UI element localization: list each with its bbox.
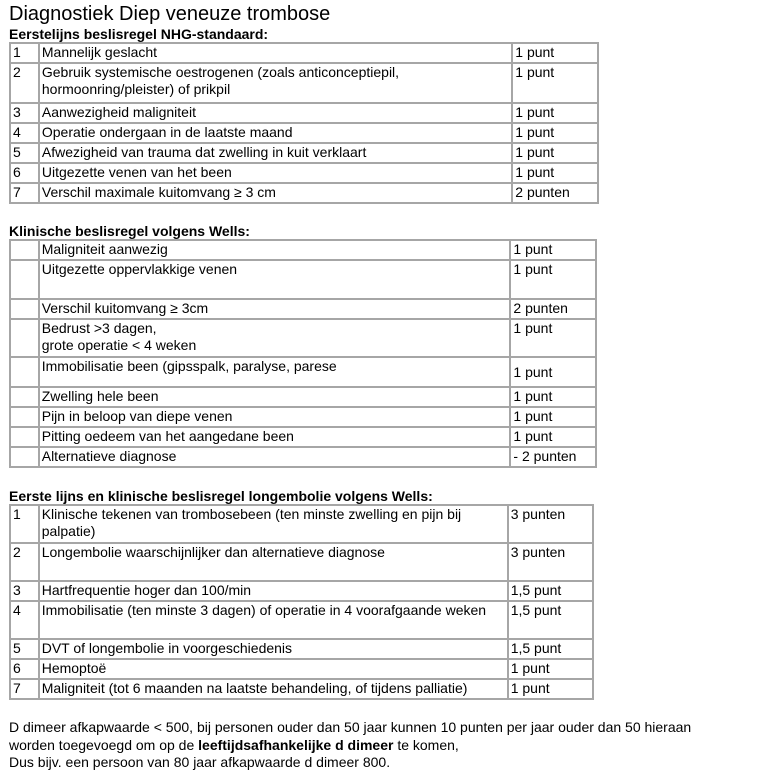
criterion-cell: Immobilisatie been (gipsspalk, paralyse, parese	[39, 357, 511, 387]
note-line-2-end: te komen,	[393, 736, 459, 753]
d-dimer-note	[9, 719, 764, 772]
criterion-cell	[39, 319, 511, 357]
row-number: 7	[10, 679, 39, 699]
criterion-cell: Uitgezette venen van het been	[39, 163, 512, 183]
row-number: 4	[10, 601, 39, 639]
points-cell: 1,5 punt	[508, 639, 593, 659]
points-cell: 2 punten	[510, 299, 596, 319]
row-number	[10, 407, 39, 427]
table-row	[10, 357, 596, 387]
criterion-cell: Operatie ondergaan in de laatste maand	[39, 123, 512, 143]
criterion-cell: Hartfrequentie hoger dan 100/min	[39, 581, 508, 601]
table-row	[10, 601, 593, 639]
criterion-cell: Maligniteit aanwezig	[39, 240, 511, 260]
note-line-3: Dus bijv. een persoon van 80 jaar afkapwaarde d dimeer 800.	[9, 754, 391, 770]
table-row	[10, 163, 598, 183]
table-row	[10, 659, 593, 679]
criterion-cell: Zwelling hele been	[39, 387, 511, 407]
row-number: 4	[10, 123, 39, 143]
points-cell: 1 punt	[510, 240, 596, 260]
points-cell: 2 punten	[512, 183, 598, 203]
nhg-section-heading: Eerstelijns beslisregel NHG-standaard:	[9, 26, 269, 42]
table-row	[10, 387, 596, 407]
row-number: 3	[10, 103, 39, 123]
wells-pe-rules-table	[9, 504, 594, 700]
row-number	[10, 447, 39, 467]
table-row	[10, 427, 596, 447]
points-cell: 1 punt	[508, 659, 593, 679]
note-line-1: D dimeer afkapwaarde < 500, bij personen ouder dan 50 jaar kunnen 10 punten per jaar ouder dan 50 hieraan	[9, 719, 692, 735]
points-cell: 1,5 punt	[508, 601, 593, 639]
row-number: 2	[10, 63, 39, 103]
row-number: 5	[10, 143, 39, 163]
note-line-2-start: worden toegevoegd om op de	[9, 736, 199, 753]
row-number: 5	[10, 639, 39, 659]
points-cell: 1 punt	[510, 427, 596, 447]
table-row	[10, 407, 596, 427]
row-number	[10, 357, 39, 387]
row-number: 1	[10, 505, 39, 543]
points-cell: 1,5 punt	[508, 581, 593, 601]
row-number	[10, 299, 39, 319]
points-cell: 1 punt	[510, 407, 596, 427]
criterion-cell: Alternatieve diagnose	[39, 447, 511, 467]
table-row	[10, 183, 598, 203]
criterion-line: Bedrust >3 dagen,	[41, 320, 157, 336]
criterion-cell: Aanwezigheid maligniteit	[39, 103, 512, 123]
row-number: 6	[10, 659, 39, 679]
points-cell: 1 punt	[512, 103, 598, 123]
table-row	[10, 143, 598, 163]
wells-dvt-section-heading: Klinische beslisregel volgens Wells:	[9, 223, 250, 239]
points-cell: 3 punten	[508, 505, 593, 543]
row-number: 3	[10, 581, 39, 601]
points-cell: 1 punt	[512, 163, 598, 183]
row-number	[10, 240, 39, 260]
points-cell: 1 punt	[512, 123, 598, 143]
table-row	[10, 123, 598, 143]
points-cell: 1 punt	[512, 143, 598, 163]
table-row	[10, 581, 593, 601]
row-number	[10, 387, 39, 407]
page-title: Diagnostiek Diep veneuze trombose	[9, 3, 331, 25]
row-number: 2	[10, 543, 39, 581]
table-row	[10, 63, 598, 103]
points-cell: 3 punten	[508, 543, 593, 581]
note-line-2	[9, 737, 764, 755]
table-row	[10, 319, 596, 357]
points-cell: 1 punt	[508, 679, 593, 699]
nhg-rules-table	[9, 42, 599, 204]
table-row	[10, 639, 593, 659]
criterion-cell: Immobilisatie (ten minste 3 dagen) of operatie in 4 voorafgaande weken	[39, 601, 508, 639]
points-cell: 1 punt	[512, 43, 598, 63]
table-row	[10, 103, 598, 123]
table-row	[10, 299, 596, 319]
wells-dvt-rules-table	[9, 239, 597, 468]
table-row	[10, 543, 593, 581]
table-row	[10, 679, 593, 699]
table-row	[10, 505, 593, 543]
table-row	[10, 260, 596, 299]
table-row	[10, 43, 598, 63]
criterion-cell: Maligniteit (tot 6 maanden na laatste behandeling, of tijdens palliatie)	[39, 679, 508, 699]
criterion-cell: Uitgezette oppervlakkige venen	[39, 260, 511, 299]
points-cell: 1 punt	[512, 63, 598, 103]
points-cell: 1 punt	[510, 319, 596, 357]
criterion-cell: Longembolie waarschijnlijker dan alternatieve diagnose	[39, 543, 508, 581]
table-row	[10, 447, 596, 467]
row-number: 1	[10, 43, 39, 63]
criterion-cell: Pijn in beloop van diepe venen	[39, 407, 511, 427]
points-cell: 1 punt	[510, 357, 596, 387]
row-number	[10, 319, 39, 357]
criterion-cell: Mannelijk geslacht	[39, 43, 512, 63]
criterion-cell: Hemoptoë	[39, 659, 508, 679]
row-number: 7	[10, 183, 39, 203]
criterion-cell: Verschil kuitomvang ≥ 3cm	[39, 299, 511, 319]
points-cell: 1 punt	[510, 260, 596, 299]
criterion-cell: DVT of longembolie in voorgeschiedenis	[39, 639, 508, 659]
criterion-cell: Pitting oedeem van het aangedane been	[39, 427, 511, 447]
table-row	[10, 240, 596, 260]
wells-pe-section-heading: Eerste lijns en klinische beslisregel longembolie volgens Wells:	[9, 488, 433, 504]
age-adjusted-d-dimer-term: leeftijdsafhankelijke d dimeer	[198, 736, 394, 753]
row-number	[10, 260, 39, 299]
criterion-cell: Verschil maximale kuitomvang ≥ 3 cm	[39, 183, 512, 203]
criterion-cell: Gebruik systemische oestrogenen (zoals anticonceptiepil, hormoonring/pleister) of prikpil	[39, 63, 512, 103]
criterion-cell: Afwezigheid van trauma dat zwelling in kuit verklaart	[39, 143, 512, 163]
criterion-cell: Klinische tekenen van trombosebeen (ten minste zwelling en pijn bij palpatie)	[39, 505, 508, 543]
row-number: 6	[10, 163, 39, 183]
points-cell: 1 punt	[510, 387, 596, 407]
points-cell: - 2 punten	[510, 447, 596, 467]
row-number	[10, 427, 39, 447]
criterion-line: grote operatie < 4 weken	[41, 337, 197, 353]
